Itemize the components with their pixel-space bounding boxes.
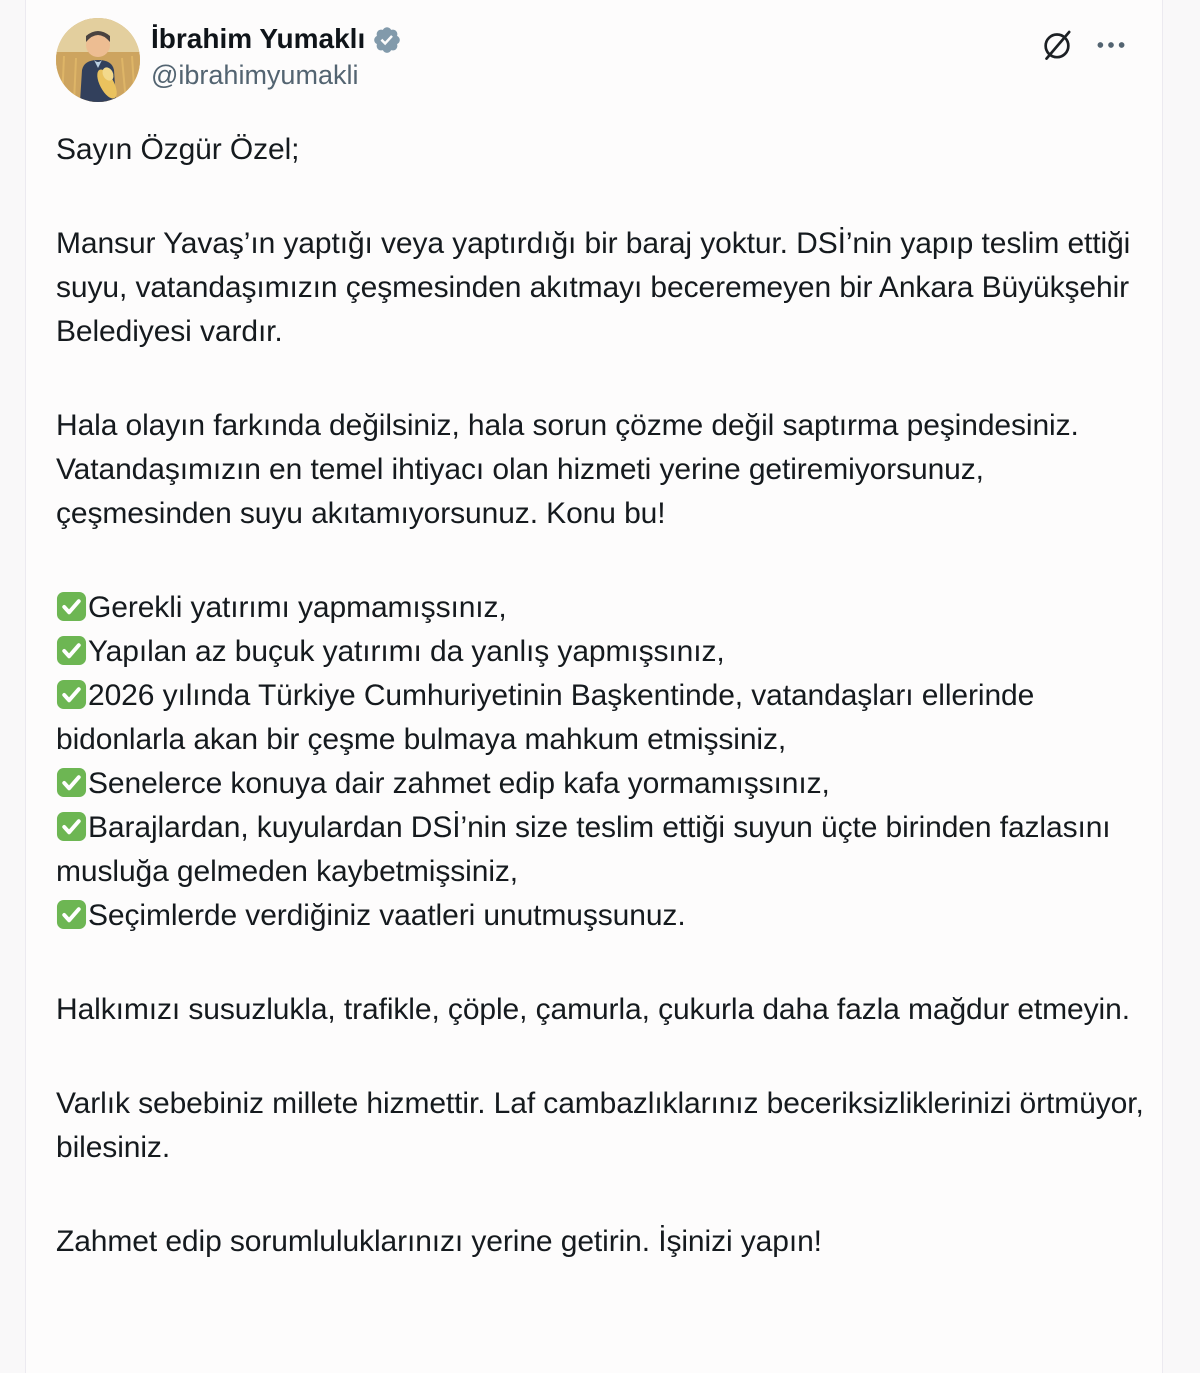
tweet-line: [56, 894, 1148, 938]
tweet-line: [56, 674, 1148, 762]
tweet-line: [56, 988, 1148, 1032]
avatar[interactable]: [56, 18, 140, 102]
more-button[interactable]: [1094, 28, 1128, 62]
tweet-line: [56, 404, 1148, 448]
verified-badge-icon: [372, 25, 402, 55]
tweet-line: [56, 1170, 1148, 1220]
tweet-line: [56, 630, 1148, 674]
tweet-card: [25, 0, 1163, 1373]
tweet-line-text: Gerekli yatırımı yapmamışsınız,: [88, 591, 507, 624]
check-mark-emoji-icon: [56, 591, 87, 622]
tweet-line: [56, 172, 1148, 222]
avatar-image: [56, 18, 140, 102]
tweet-line: [56, 536, 1148, 586]
tweet-line-text: Vatandaşımızın en temel ihtiyacı olan hizmeti yerine getiremiyorsunuz, çeşmesinden suyu akıtamıyorsunuz. Konu bu!: [56, 453, 993, 530]
tweet-line: [56, 354, 1148, 404]
tweet-line: [56, 448, 1148, 536]
tweet-line: [56, 806, 1148, 894]
tweet-line-text: Halkımızı susuzlukla, trafikle, çöple, çamurla, çukurla daha fazla mağdur etmeyin.: [56, 993, 1130, 1026]
check-mark-emoji-icon: [56, 899, 87, 930]
author-name[interactable]: İbrahim Yumaklı: [151, 23, 366, 54]
tweet-line: [56, 222, 1148, 354]
author-handle[interactable]: @ibrahimyumakli: [151, 60, 359, 90]
tweet-line-text: Seçimlerde verdiğiniz vaatleri unutmuşsunuz.: [88, 899, 686, 932]
tweet-line: [56, 1082, 1152, 1170]
tweet-line: [56, 938, 1148, 988]
tweet-line: [56, 1220, 1148, 1264]
author-block: [151, 18, 402, 91]
header-actions: [1040, 18, 1162, 62]
tweet-line-text: Barajlardan, kuyulardan DSİ’nin size teslim ettiği suyun üçte birinden fazlasını musluğa gelmeden kaybetmişsiniz,: [56, 811, 1119, 888]
author-name-row: [151, 23, 402, 55]
check-mark-emoji-icon: [56, 767, 87, 798]
tweet-line: [56, 128, 1148, 172]
tweet-line-text: Senelerce konuya dair zahmet edip kafa yormamışsınız,: [88, 767, 830, 800]
tweet-line-text: Hala olayın farkında değilsiniz, hala sorun çözme değil saptırma peşindesiniz.: [56, 409, 1079, 442]
tweet-line-text: Zahmet edip sorumluluklarınızı yerine getirin. İşinizi yapın!: [56, 1225, 822, 1258]
tweet-line-text: Yapılan az buçuk yatırımı da yanlış yapmışsınız,: [88, 635, 725, 668]
check-mark-emoji-icon: [56, 811, 87, 842]
grok-button[interactable]: [1040, 28, 1074, 62]
tweet-line: [56, 762, 1148, 806]
tweet-line: [56, 586, 1148, 630]
more-options-icon: [1094, 28, 1128, 62]
tweet-line: [56, 1032, 1148, 1082]
tweet-line-text: 2026 yılında Türkiye Cumhuriyetinin Başkentinde, vatandaşları ellerinde bidonlarla akan bir çeşme bulmaya mahkum etmişsiniz,: [56, 679, 1043, 756]
tweet-line-text: Varlık sebebiniz millete hizmettir. Laf cambazlıklarınız beceriksizliklerinizi örtmüyor, bilesiniz.: [56, 1087, 1152, 1164]
check-mark-emoji-icon: [56, 635, 87, 666]
tweet-line-text: Mansur Yavaş’ın yaptığı veya yaptırdığı bir baraj yoktur. DSİ’nin yapıp teslim ettiği suyu, vatandaşımızın çeşmesinden akıtmayı beceremeyen bir Ankara Büyükşehir Belediyesi vardır.: [56, 227, 1139, 348]
tweet-header: [56, 18, 1162, 102]
grok-icon: [1040, 28, 1074, 62]
check-mark-emoji-icon: [56, 679, 87, 710]
tweet-text: [56, 128, 1152, 1264]
tweet-line-text: Sayın Özgür Özel;: [56, 133, 300, 166]
